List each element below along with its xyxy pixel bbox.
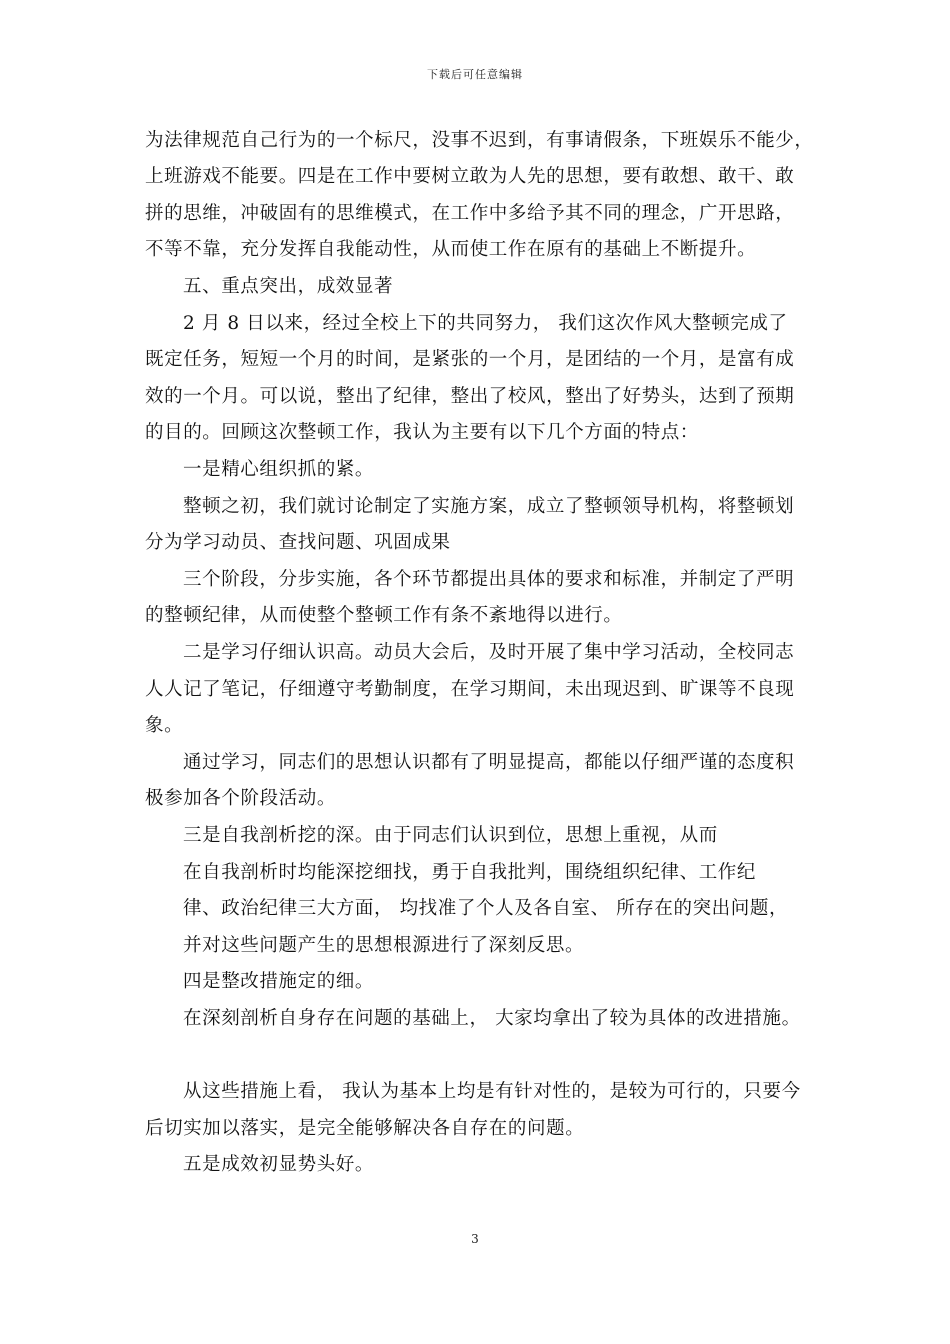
body-line: 的整顿纪律，从而使整个整顿工作有条不紊地得以进行。 — [145, 605, 623, 626]
body-line: 后切实加以落实，是完全能够解决各自存在的问题。 — [145, 1118, 585, 1139]
body-line: 既定任务，短短一个月的时间，是紧张的一个月，是团结的一个月，是富有成 — [145, 349, 795, 370]
body-line: 分为学习动员、查找问题、巩固成果 — [145, 532, 451, 553]
body-line: 通过学习，同志们的思想认识都有了明显提高，都能以仔细严谨的态度积 — [183, 752, 795, 773]
section-heading: 五、重点突出，成效显著 — [183, 276, 394, 297]
body-line: 象。 — [145, 715, 184, 736]
body-line: 五是成效初显势头好。 — [183, 1154, 375, 1175]
body-line: 不等不靠，充分发挥自我能动性，从而使工作在原有的基础上不断提升。 — [145, 239, 757, 260]
body-line: 在自我剖析时均能深挖细找，勇于自我批判，围绕组织纪律、工作纪 — [183, 862, 757, 883]
body-line: 上班游戏不能要。四是在工作中要树立敢为人先的思想，要有敢想、敢干、敢 — [145, 166, 795, 187]
body-line: 为法律规范自己行为的一个标尺，没事不迟到，有事请假条，下班娱乐不能少， — [145, 130, 814, 151]
body-line: 的目的。回顾这次整顿工作，我认为主要有以下几个方面的特点： — [145, 422, 699, 443]
body-line: 拼的思维，冲破固有的思维模式，在工作中多给予其不同的理念，广开思路， — [145, 203, 795, 224]
body-line: 三是自我剖析挖的深。由于同志们认识到位，思想上重视，从而 — [183, 825, 718, 846]
body-line: 在深刻剖析自身存在问题的基础上， 大家均拿出了较为具体的改进措施。 — [183, 1008, 801, 1029]
page-header: 下载后可任意编辑 — [427, 68, 523, 81]
body-line: 效的一个月。可以说，整出了纪律，整出了校风，整出了好势头，达到了预期 — [145, 386, 795, 407]
body-line: 从这些措施上看， 我认为基本上均是有针对性的，是较为可行的，只要今 — [183, 1081, 801, 1102]
body-line: 2 月 8 日以来，经过全校上下的共同努力， 我们这次作风大整顿完成了 — [183, 313, 788, 334]
body-line: 律、政治纪律三大方面， 均找准了个人及各自室、 所存在的突出问题， — [183, 898, 789, 919]
body-line: 并对这些问题产生的思想根源进行了深刻反思。 — [183, 935, 585, 956]
page-number: 3 — [471, 1232, 479, 1246]
body-line: 四是整改措施定的细。 — [183, 971, 375, 992]
body-line: 一是精心组织抓的紧。 — [183, 459, 375, 480]
body-line: 极参加各个阶段活动。 — [145, 788, 337, 809]
body-line: 整顿之初，我们就讨论制定了实施方案，成立了整顿领导机构，将整顿划 — [183, 496, 795, 517]
body-line: 三个阶段，分步实施，各个环节都提出具体的要求和标准，并制定了严明 — [183, 569, 795, 590]
body-line: 二是学习仔细认识高。动员大会后，及时开展了集中学习活动，全校同志 — [183, 642, 795, 663]
body-line: 人人记了笔记，仔细遵守考勤制度，在学习期间，未出现迟到、旷课等不良现 — [145, 679, 795, 700]
